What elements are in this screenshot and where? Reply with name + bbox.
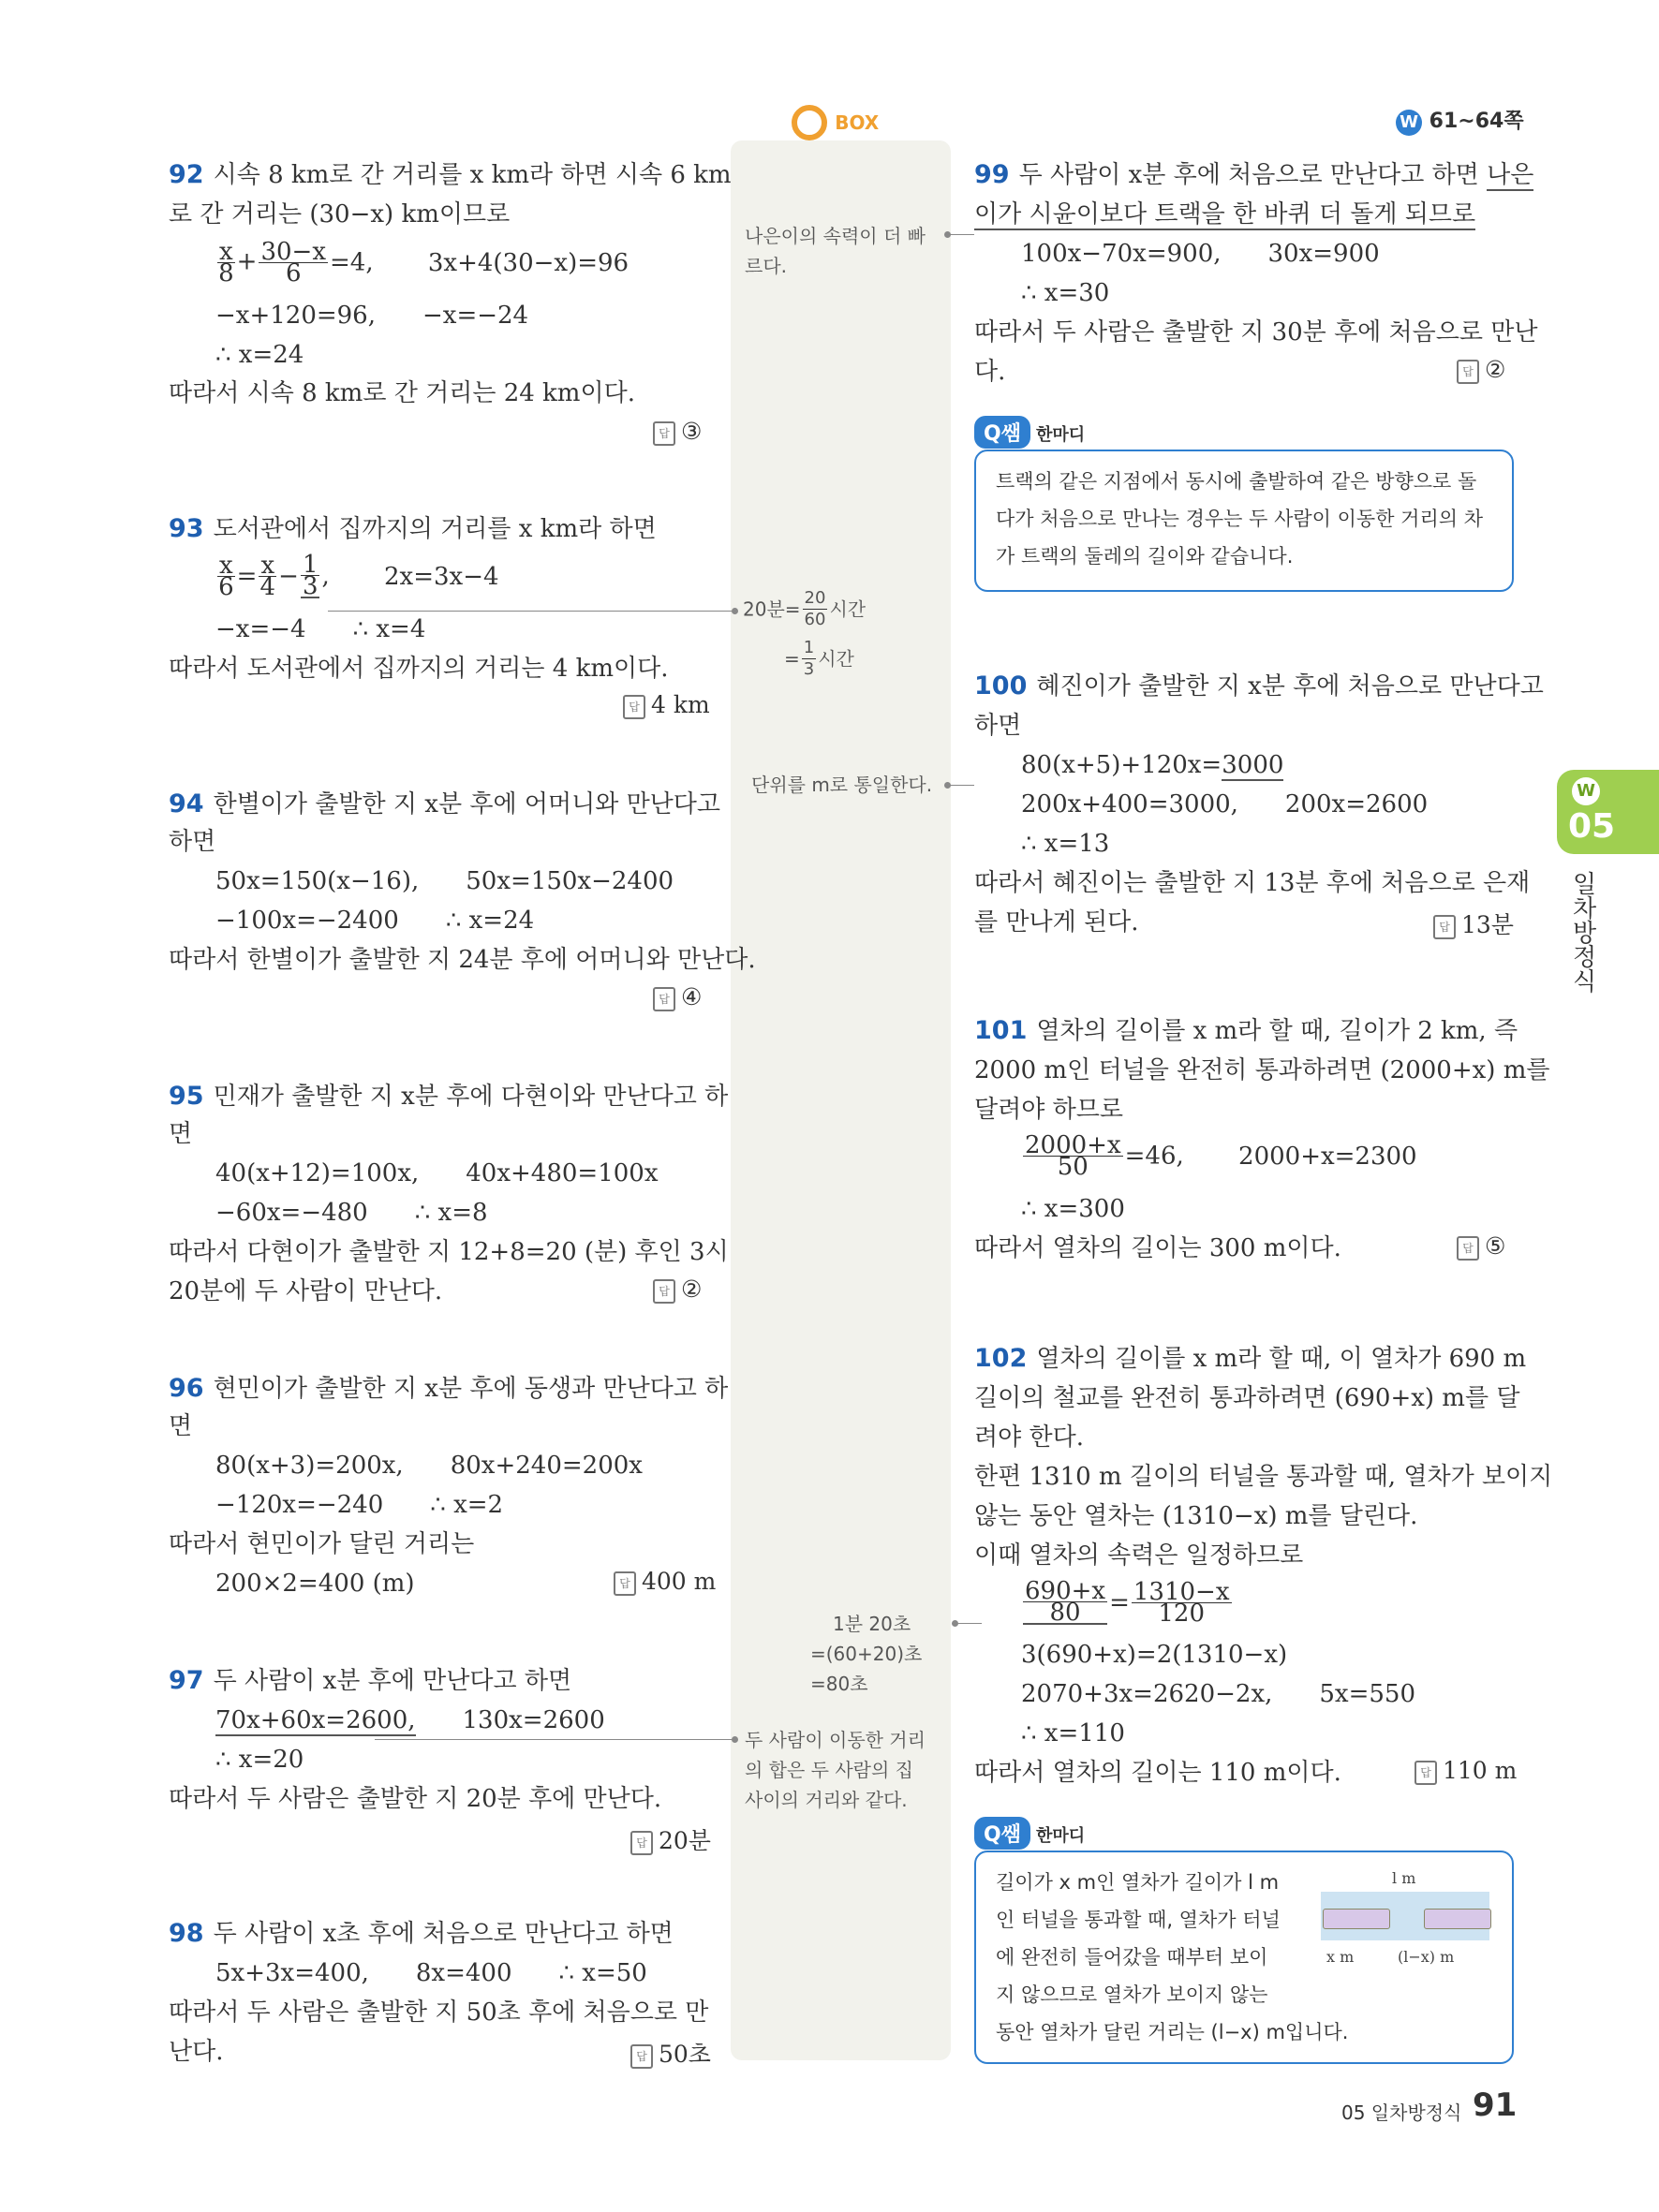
eq: 70x+60x=2600, [215,1706,416,1734]
eq: 5x=550 [1319,1680,1415,1708]
text: 두 사람이 x분 후에 처음으로 만난다고 하면 [1018,161,1488,189]
problem-95-conclusion1: 따라서 다현이가 출발한 지 12+8=20 (분) 후인 3시 [169,1238,729,1266]
page-number: 91 [1473,2087,1518,2124]
chapter-number: 05 [1568,807,1616,846]
problem-95-line1 [169,1081,728,1113]
note-line: 1분 20초 [833,1613,911,1635]
problem-96-conclusion: 따라서 현민이가 달린 거리는 [169,1530,475,1558]
w-badge: W [1572,777,1600,805]
tip-text [996,463,1483,575]
denominator: 60 [804,610,826,629]
fraction [1023,1577,1107,1627]
text: 나은 [1487,161,1534,189]
eq: 2000+x=2300 [1238,1142,1417,1171]
qbox-logo [792,105,879,140]
note-line: 사이의 거리와 같다. [745,1789,908,1811]
problem-96-eq3: 200×2=400 (m) [215,1570,415,1598]
problem-100-eq3: ∴ x=13 [1021,830,1110,858]
problem-102-conclusion: 따라서 열차의 길이는 110 m이다. [974,1759,1341,1787]
problem-92-conclusion: 따라서 시속 8 km로 간 거리는 24 km이다. [169,379,635,407]
denominator: 8 [218,259,234,288]
fraction [217,552,235,601]
note-time-80s [810,1609,922,1699]
problem-93-eq2 [215,613,425,645]
answer-98 [630,2036,711,2070]
answer-92 [653,418,702,446]
tip-text [996,1864,1348,2051]
problem-number: 100 [974,671,1028,700]
eq: −60x=−480 [215,1199,368,1227]
answer-icon: 답 [623,695,645,719]
problem-98-conclusion1: 따라서 두 사람은 출발한 지 50초 후에 처음으로 만 [169,1998,709,2027]
problem-102-eq2: 3(690+x)=2(1310−x) [1021,1641,1288,1669]
problem-93-line1 [169,513,657,545]
answer-icon: 답 [630,1831,653,1855]
problem-number: 97 [169,1666,204,1695]
tip-label [974,416,1085,449]
problem-95-conclusion2: 20분에 두 사람이 만난다. [169,1277,443,1305]
text: 두 사람이 x분 후에 만난다고 하면 [213,1667,572,1695]
problem-92-line2: 로 간 거리는 (30−x) km이므로 [169,200,511,229]
note-line: =(60+20)초 [810,1643,923,1665]
qbox-label: BOX [835,111,880,134]
answer-101 [1457,1232,1505,1261]
eq: ∴ x=4 [352,615,426,643]
note-unit: 단위를 m로 통일한다. [751,774,933,796]
problem-99-eq2: ∴ x=30 [1021,279,1110,307]
problem-99-conclusion1: 따라서 두 사람은 출발한 지 30분 후에 처음으로 만난 [974,318,1538,347]
eq: 8x=400 [415,1959,512,1987]
problem-92-eq3: ∴ x=24 [215,341,304,369]
footer-chapter: 05 일차방정식 [1341,2101,1462,2124]
problem-100-conclusion1: 따라서 혜진이는 출발한 지 13분 후에 처음으로 은재 [974,869,1531,897]
answer-value: 400 m [642,1568,717,1595]
fraction [803,588,828,630]
eq: 30x=900 [1267,240,1380,268]
tunnel-train-figure [1319,1869,1493,1982]
problem-number: 94 [169,789,204,818]
note-line: 두 사람이 이동한 거리 [745,1729,926,1751]
fraction [217,238,235,288]
problem-102-eq4: ∴ x=110 [1021,1719,1125,1747]
train-car [1323,1909,1390,1929]
denominator: 6 [285,259,302,288]
text: = [784,647,800,671]
tip-title: 한마디 [1035,1826,1086,1846]
numerator: 1310−x [1133,1578,1230,1606]
problem-102-line6: 이때 열차의 속력은 일정하므로 [974,1541,1304,1570]
problem-number: 101 [974,1016,1028,1045]
note-line [784,638,866,680]
text: 열차의 길이를 x m라 할 때, 길이가 2 km, 즉 [1036,1017,1518,1045]
eq: ∴ x=8 [414,1199,488,1227]
problem-96-line2: 면 [169,1412,193,1440]
problem-102-eq1 [1021,1577,1234,1628]
eq: 100x−70x=900, [1021,240,1222,268]
problem-number: 95 [169,1082,204,1111]
numerator: 30−x [260,238,327,266]
connector-dot [732,1736,738,1743]
denominator: 4 [259,573,276,601]
x-length-label: x m [1326,1948,1355,1966]
text: 시속 8 km로 간 거리를 x km라 하면 시속 6 km [213,161,732,189]
fraction [259,238,328,288]
answer-value: ③ [681,418,703,445]
problem-101-eq2: ∴ x=300 [1021,1195,1125,1223]
denominator: 3 [302,572,318,600]
answer-icon: 답 [1457,360,1479,384]
eq: 2x=3x−4 [384,562,499,591]
answer-icon: 답 [653,987,675,1011]
eq: −100x=−2400 [215,907,399,935]
note-line [743,588,866,630]
problem-98-line1 [169,1918,674,1950]
q-teacher-badge: Q쌤 [974,416,1030,449]
connector-dot [952,1620,958,1627]
answer-icon: 답 [653,421,675,446]
fraction [1023,1131,1123,1181]
problem-96-line1 [169,1373,728,1405]
note-line: =80초 [810,1673,868,1695]
text: 현민이가 출발한 지 x분 후에 동생과 만난다고 하 [213,1375,729,1403]
eq: 3x+4(30−x)=96 [427,248,630,277]
tip-line: 인 터널을 통과할 때, 열차가 터널 [996,1909,1281,1931]
numerator: x [260,552,275,580]
answer-value: ② [1485,356,1506,383]
answer-icon: 답 [1433,915,1456,939]
text: 열차의 길이를 x m라 할 때, 이 열차가 690 m [1036,1345,1527,1373]
answer-99 [1457,356,1505,384]
eq: 200x=2600 [1284,790,1429,818]
note-line: 나은이의 속력이 더 빠 [745,225,926,247]
note-line: 르다. [745,255,787,277]
problem-94-eq1 [215,865,674,897]
connector-line [375,1739,735,1740]
problem-number: 102 [974,1344,1028,1373]
numerator: 2000+x [1025,1131,1121,1159]
problem-number: 92 [169,160,204,189]
numerator: x [219,238,233,266]
problem-102-line2: 길이의 철교를 완전히 통과하려면 (690+x) m를 달 [974,1384,1520,1412]
numerator: x [219,552,233,580]
connector-dot [944,231,951,238]
answer-value: ② [681,1276,703,1303]
problem-number: 98 [169,1919,204,1948]
chapter-side-tab [1557,770,1659,854]
tip-line: 에 완전히 들어갔을 때부터 보이 [996,1946,1268,1969]
text: 도서관에서 집까지의 거리를 x km라 하면 [213,515,657,543]
answer-value: 13분 [1461,911,1514,938]
answer-icon: 답 [614,1571,636,1596]
numerator: 1 [803,638,815,657]
eq: −x=−4 [215,615,306,643]
tip-line: 지 않으므로 열차가 보이지 않는 [996,1983,1268,2006]
problem-92-eq1 [215,238,630,288]
problem-101-line1 [974,1015,1518,1047]
tip-label [974,1817,1085,1850]
answer-94 [653,983,702,1011]
problem-98-eq1 [215,1957,647,1989]
problem-94-line1 [169,789,720,820]
connector-line [955,1623,982,1624]
answer-102 [1415,1757,1517,1785]
eq: 50x=150x−2400 [466,867,674,895]
answer-96 [614,1568,716,1596]
answer-93 [623,691,710,719]
tip-line: 다가 처음으로 만나는 경우는 두 사람이 이동한 거리의 차 [996,508,1483,530]
train-car [1424,1909,1491,1929]
eq: 80(x+3)=200x, [215,1452,404,1480]
answer-value: 110 m [1443,1757,1518,1784]
problem-92-eq2 [215,300,528,332]
connector-line [948,234,974,235]
w-badge: W [1396,110,1422,136]
problem-95-line2: 면 [169,1120,193,1148]
denominator: 80 [1049,1599,1081,1627]
op: − [278,562,299,591]
connector-dot [732,608,738,614]
text: 20분= [743,597,801,621]
problem-94-line2: 하면 [169,828,216,856]
eq: 5x+3x=400, [215,1959,369,1987]
problem-102-line4: 한편 1310 m 길이의 터널을 통과할 때, 열차가 보이지 [974,1463,1553,1491]
problem-100-line1 [974,671,1544,702]
op: , [321,562,330,591]
problem-95-eq2 [215,1197,488,1229]
eq: =4, [330,248,374,277]
problem-94-conclusion: 따라서 한별이가 출발한 지 24분 후에 어머니와 만난다. [169,946,756,974]
eq: ∴ x=24 [445,907,535,935]
tip-line: 길이가 x m인 열차가 길이가 l m [996,1871,1280,1894]
problem-100-eq2 [1021,789,1428,820]
length-l-label: l m [1388,1869,1419,1887]
eq: 2070+3x=2620−2x, [1021,1680,1273,1708]
answer-icon: 답 [1415,1761,1437,1785]
q-teacher-badge: Q쌤 [974,1817,1030,1850]
numerator: 690+x [1025,1577,1106,1605]
text: 민재가 출발한 지 x분 후에 다현이와 만난다고 하 [213,1083,729,1111]
text: 시간 [818,647,854,671]
eq: 40x+480=100x [466,1159,659,1187]
problem-96-eq2 [215,1489,503,1521]
fraction [802,638,816,680]
problem-100-eq1 [1021,749,1283,781]
problem-98-conclusion2: 난다. [169,2038,224,2066]
problem-93-conclusion: 따라서 도서관에서 집까지의 거리는 4 km이다. [169,655,669,683]
eq: =46, [1124,1142,1184,1171]
problem-101-eq1 [1021,1131,1417,1181]
eq: ∴ x=2 [430,1491,504,1519]
answer-icon: 답 [630,2044,653,2069]
fraction [301,551,320,600]
problem-100-line2: 하면 [974,712,1022,740]
page-range-header [1396,105,1524,136]
answer-value: 20분 [659,1827,711,1854]
note-line: 의 합은 두 사람의 집 [745,1759,913,1781]
eq: 80(x+5)+120x= [1021,751,1222,779]
numerator: 1 [302,551,318,579]
op: = [1109,1588,1130,1617]
text: 혜진이가 출발한 지 x분 후에 처음으로 만난다고 [1036,672,1544,700]
problem-92-line1 [169,159,732,191]
numerator: 20 [804,588,826,608]
problem-95-eq1 [215,1158,658,1189]
problem-99-line2 [974,199,1475,230]
problem-101-line3: 달려야 하므로 [974,1096,1123,1124]
problem-number: 99 [974,160,1010,189]
problem-102-line3: 려야 한다. [974,1423,1084,1452]
text: 한별이가 출발한 지 x분 후에 어머니와 만난다고 [213,790,721,818]
problem-97-eq1 [215,1704,605,1736]
note-speed [745,221,926,281]
problem-number: 96 [169,1374,204,1403]
q-icon [792,105,827,140]
op: + [236,247,258,276]
answer-value: 50초 [659,2041,711,2068]
problem-102-line5: 않는 동안 열차는 (1310−x) m를 달린다. [974,1502,1418,1530]
problem-97-line1 [169,1665,571,1697]
denominator: 3 [803,659,815,679]
eq: 80x+240=200x [450,1452,643,1480]
problem-99-conclusion2: 다. [974,358,1006,386]
answer-icon: 답 [1457,1236,1479,1261]
problem-97-eq2: ∴ x=20 [215,1746,304,1774]
problem-100-conclusion2: 를 만나게 된다. [974,908,1139,936]
eq: −x+120=96, [215,302,376,330]
answer-value: ④ [681,983,703,1010]
denominator: 6 [218,573,234,601]
denominator: 120 [1158,1600,1205,1628]
answer-value: ⑤ [1485,1232,1506,1260]
answer-icon: 답 [653,1279,675,1304]
eq: −x=−24 [422,302,529,330]
fraction [1132,1578,1232,1628]
tip-line: 트랙의 같은 지점에서 동시에 출발하여 같은 방향으로 돌 [996,470,1477,493]
answer-95 [653,1276,702,1304]
remaining-length-label: (l−x) m [1398,1948,1455,1966]
problem-93-eq1 [215,551,499,601]
text: 시간 [829,597,867,621]
problem-102-eq3 [1021,1678,1415,1710]
denominator: 50 [1057,1153,1089,1181]
eq: 200x+400=3000, [1021,790,1238,818]
eq: 50x=150(x−16), [215,867,420,895]
connector-dot [944,782,951,789]
problem-97-conclusion: 따라서 두 사람은 출발한 지 20분 후에 만난다. [169,1785,662,1813]
note-distance-sum [745,1725,926,1815]
problem-99-line1 [974,159,1533,191]
answer-value: 4 km [651,691,710,718]
tip-title: 한마디 [1035,425,1086,445]
text: 두 사람이 x초 후에 처음으로 만난다고 하면 [213,1920,674,1948]
eq: 3000 [1222,751,1284,779]
page-range: 61~64쪽 [1429,110,1524,133]
eq: 130x=2600 [462,1706,605,1734]
text: 이가 시윤이보다 트랙을 한 바퀴 더 돌게 되므로 [974,200,1476,229]
fraction [259,552,276,601]
answer-100 [1433,907,1514,940]
problem-99-eq1 [1021,238,1380,270]
eq: ∴ x=50 [558,1959,647,1987]
problem-101-conclusion: 따라서 열차의 길이는 300 m이다. [974,1234,1341,1262]
op: = [236,562,258,591]
connector-line [328,611,735,612]
tip-line: 동안 열차가 달린 거리는 (l−x) m입니다. [996,2021,1349,2043]
eq: −120x=−240 [215,1491,384,1519]
problem-101-line2: 2000 m인 터널을 완전히 통과하려면 (2000+x) m를 [974,1056,1550,1084]
problem-96-eq1 [215,1450,643,1482]
chapter-vertical-title: 일차방정식 [1568,871,1596,993]
connector-line [948,785,974,786]
problem-94-eq2 [215,905,534,936]
tip-line: 가 트랙의 둘레의 길이와 같습니다. [996,545,1294,568]
answer-97 [630,1822,711,1856]
note-time-conversion [743,588,866,680]
problem-number: 93 [169,514,204,543]
eq: 40(x+12)=100x, [215,1159,420,1187]
problem-102-line1 [974,1343,1526,1375]
